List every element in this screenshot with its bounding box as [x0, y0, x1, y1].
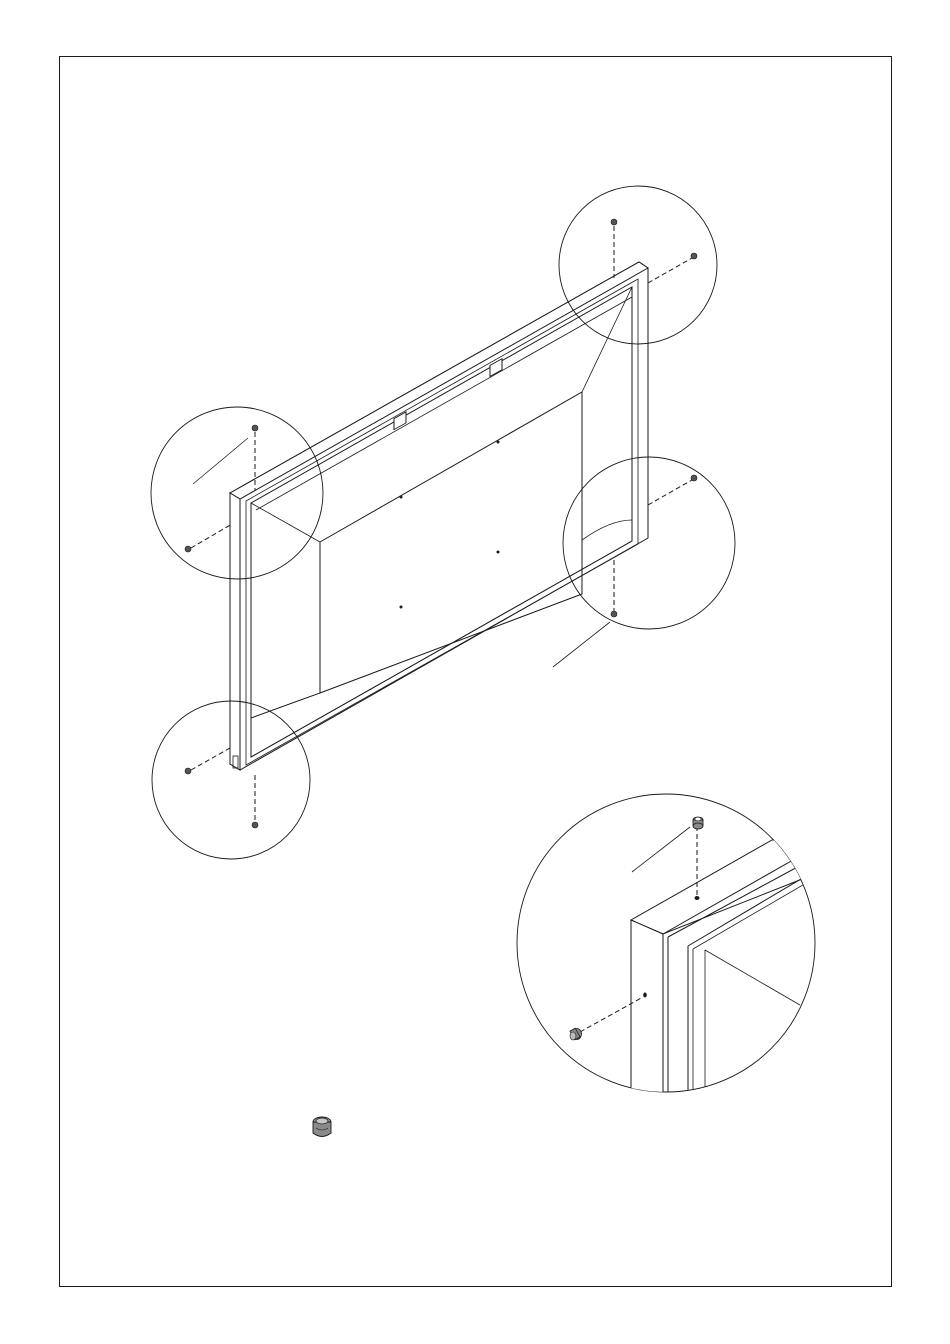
cap-plug-icon [313, 1117, 331, 1137]
detail-enlarged-corner [517, 794, 830, 1100]
cap-plug-side [570, 1028, 582, 1040]
mirror-frame [230, 262, 648, 770]
cap-plug-top [693, 817, 703, 829]
